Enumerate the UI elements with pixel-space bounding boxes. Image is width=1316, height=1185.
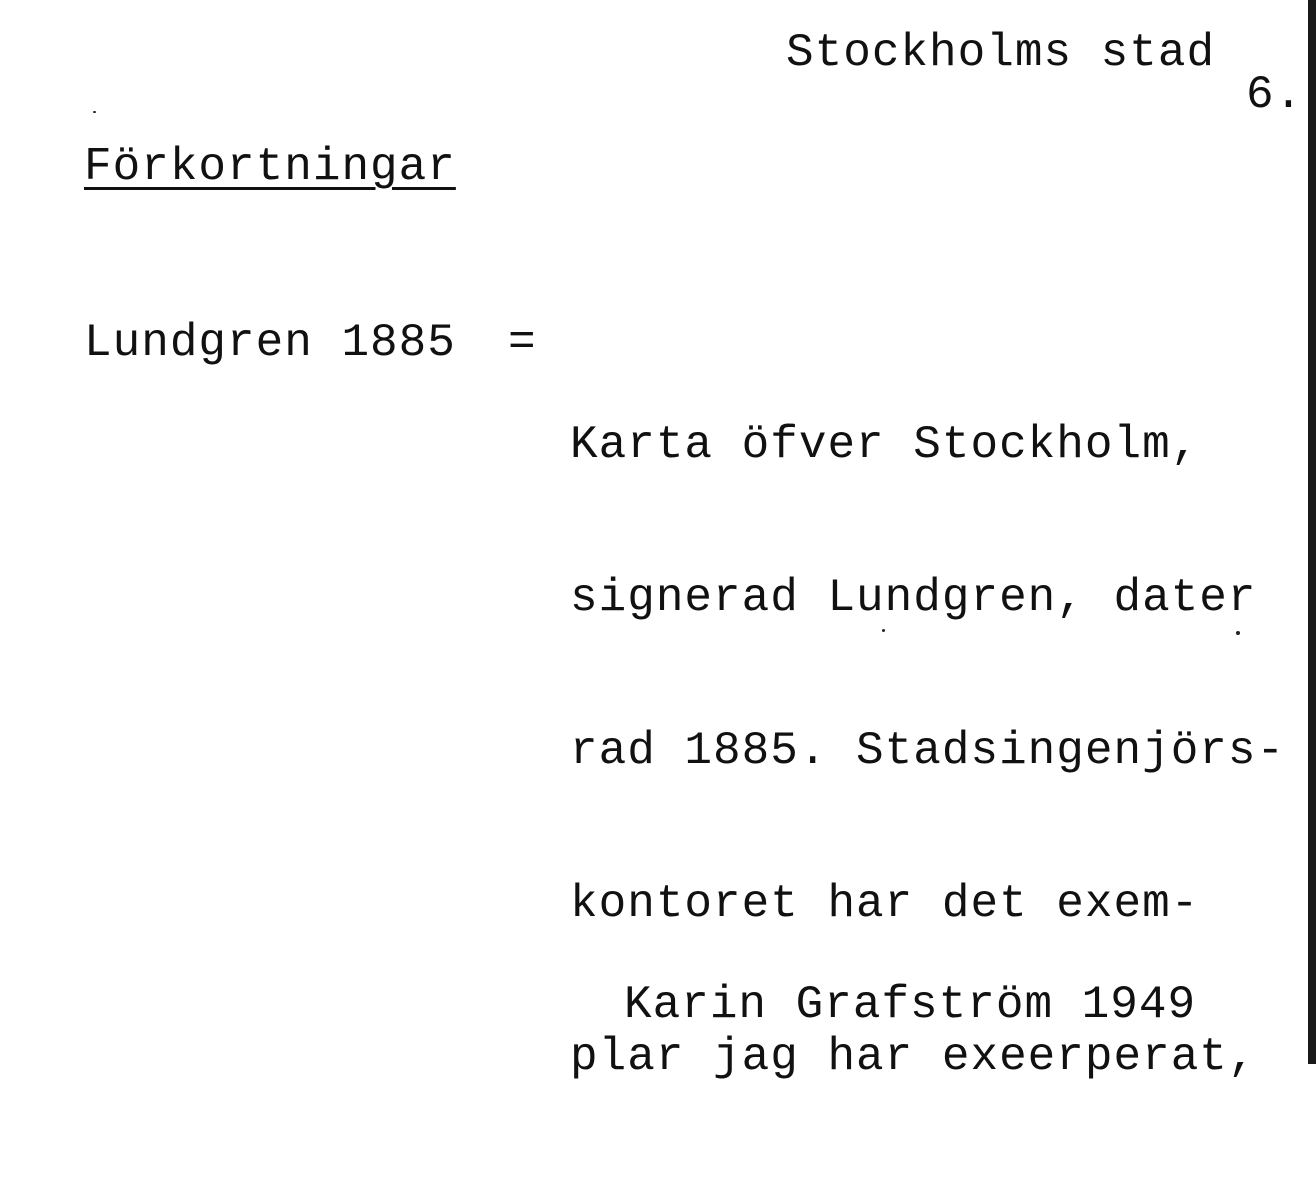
definition-line: Karta öfver Stockholm, (570, 419, 1200, 471)
place-heading: Stockholms stad (786, 27, 1216, 79)
equals-sign: = (508, 317, 537, 369)
definition-line: plar jag har exeerperat, (570, 1031, 1257, 1083)
card-title: Förkortningar (84, 141, 456, 193)
card-edge (1308, 0, 1316, 1064)
definition-line: signerad Lundgren, dater (570, 572, 1257, 624)
ink-speck (93, 111, 96, 113)
card-number: 6. (1246, 69, 1304, 121)
definition-line: rad 1885. Stadsingenjörs- (570, 725, 1286, 777)
abbreviation-term: Lundgren 1885 (84, 317, 456, 369)
abbreviation-definition (570, 318, 1285, 1185)
definition-line: kontoret har det exem- (570, 878, 1200, 930)
ink-speck (1236, 631, 1240, 635)
author-signature: Karin Grafström 1949 (624, 979, 1197, 1031)
ink-speck (882, 629, 885, 632)
